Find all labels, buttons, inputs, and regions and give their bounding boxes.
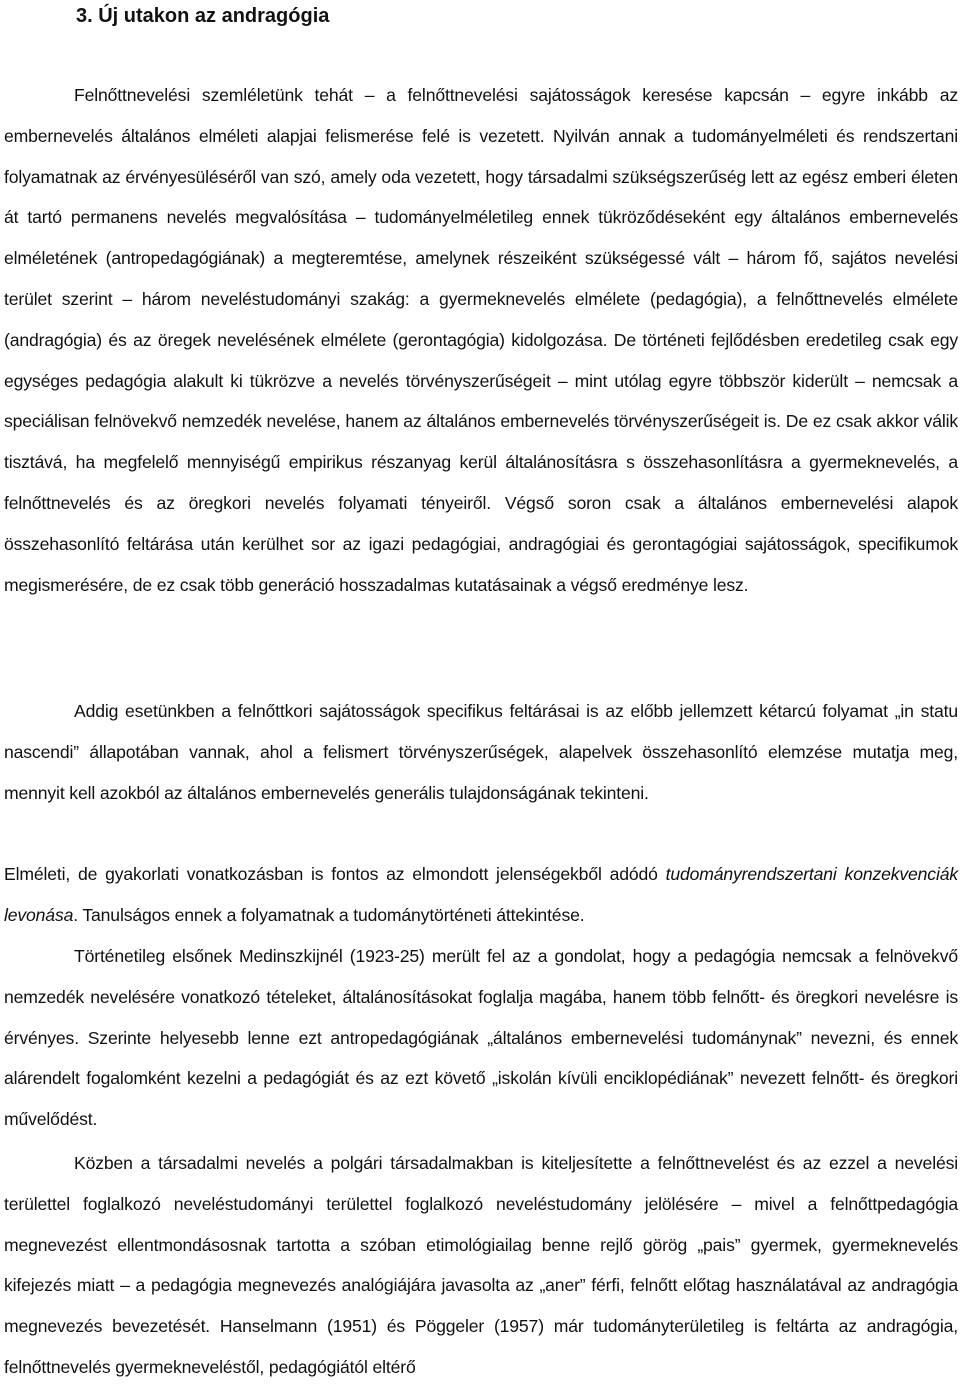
paragraph-3-text-end: . Tanulságos ennek a folyamatnak a tudománytörténeti áttekintése. [73,904,585,925]
paragraph-3-text-start: Elméleti, de gyakorlati vonatkozásban is fontos az elmondott jelenségekből adódó [4,864,666,884]
section-heading: 3. Új utakon az andragógia [76,5,330,27]
paragraph-4: Történetileg elsőnek Medinszkijnél (1923-25) merült fel az a gondolat, hogy a pedagógia nemcsak a felnövekvő nemzedék nevelésére vonatkozó tételeket, általánosításokat foglalja magába, hanem több felnőtt- és öregkori nevelésre is érvényes. Szerinte helyesebb lenne ezt antropedagógiának „általános embernevelési tudománynak” nevezni, és ennek alárendelt fogalomként kezelni a pedagógiát és az ezt követő „iskolán kívüli enciklopédiának” nevezett felnőtt- és öregkori művelődést. [4,946,958,1130]
paragraph-3-italic-term: tudományrendszertani konzekvenciák levonása [4,864,958,925]
paragraph-1: Felnőttnevelési szemléletünk tehát – a felnőttnevelési sajátosságok keresése kapcsán – egyre inkább az embernevelés általános elméleti alapjai felismerése felé is vezetett. Nyilván annak a tudományelméleti és rendszertani folyamatnak az érvényesüléséről van szó, amely oda vezetett, hogy társadalmi szükségszerűség lett az egész emberi életen át tartó permanens nevelés megvalósítása – tudományelméletileg ennek tükröződéseként egy általános embernevelés elméletének (antropedagógiának) a megteremtése, amelynek részeiként szükségessé vált – három fő, sajátos nevelési terület szerint – három neveléstudományi szakág: a gyermeknevelés elmélete (pedagógia), a felnőttnevelés elmélete (andragógia) és az öregek nevelésének elmélete (gerontagógia) kidolgozása. De történeti fejlődésben eredetileg csak egy egységes pedagógia alakult ki tükrözve a nevelés törvényszerűségeit – mint utólag egyre többször kiderült – nemcsak a speciálisan felnövekvő nemzedék nevelése, hanem az általános embernevelés törvényszerűségeit is. De ez csak akkor válik tisztává, ha megfelelő mennyiségű empirikus részanyag kerül általánosításra s összehasonlításra a gyermeknevelés, a felnőttnevelés és az öregkori nevelés folyamati tényeiről. Végső soron csak a általános embernevelési alapok összehasonlító feltárása után kerülhet sor az igazi pedagógiai, andragógiai és gerontagógiai sajátosságok, specifikumok megismerésére, de ez csak több generáció hosszadalmas kutatásainak a végső eredménye lesz. [4,85,958,595]
paragraph-5: Közben a társadalmi nevelés a polgári társadalmakban is kiteljesítette a felnőttnevelést és az ezzel a nevelési területtel foglalkozó neveléstudományi területtel foglalkozó neveléstudomány jelölésére – mivel a felnőttpedagógia megnevezést ellentmondásosnak tartotta a szóban etimológiailag benne rejlő görög „pais” gyermek, gyermeknevelés kifejezés miatt – a pedagógia megnevezés analógiájára javasolta az „aner” férfi, felnőtt előtag használatával az andragógia megnevezés bevezetését. Hanselmann (1951) és Pöggeler (1957) már tudományterületileg is feltárta az andragógia, felnőttnevelés gyermekneveléstől, pedagógiától eltérő [4,1153,958,1377]
paragraph-2: Addig esetünkben a felnőttkori sajátosságok specifikus feltárásai is az előbb jellemzett kétarcú folyamat „in statu nascendi” állapotában vannak, ahol a felismert törvényszerűségek, alapelvek összehasonlító elemzése mutatja meg, mennyit kell azokból az általános embernevelés generális tulajdonságának tekinteni. [4,701,958,803]
paragraph-3 [4,854,958,936]
